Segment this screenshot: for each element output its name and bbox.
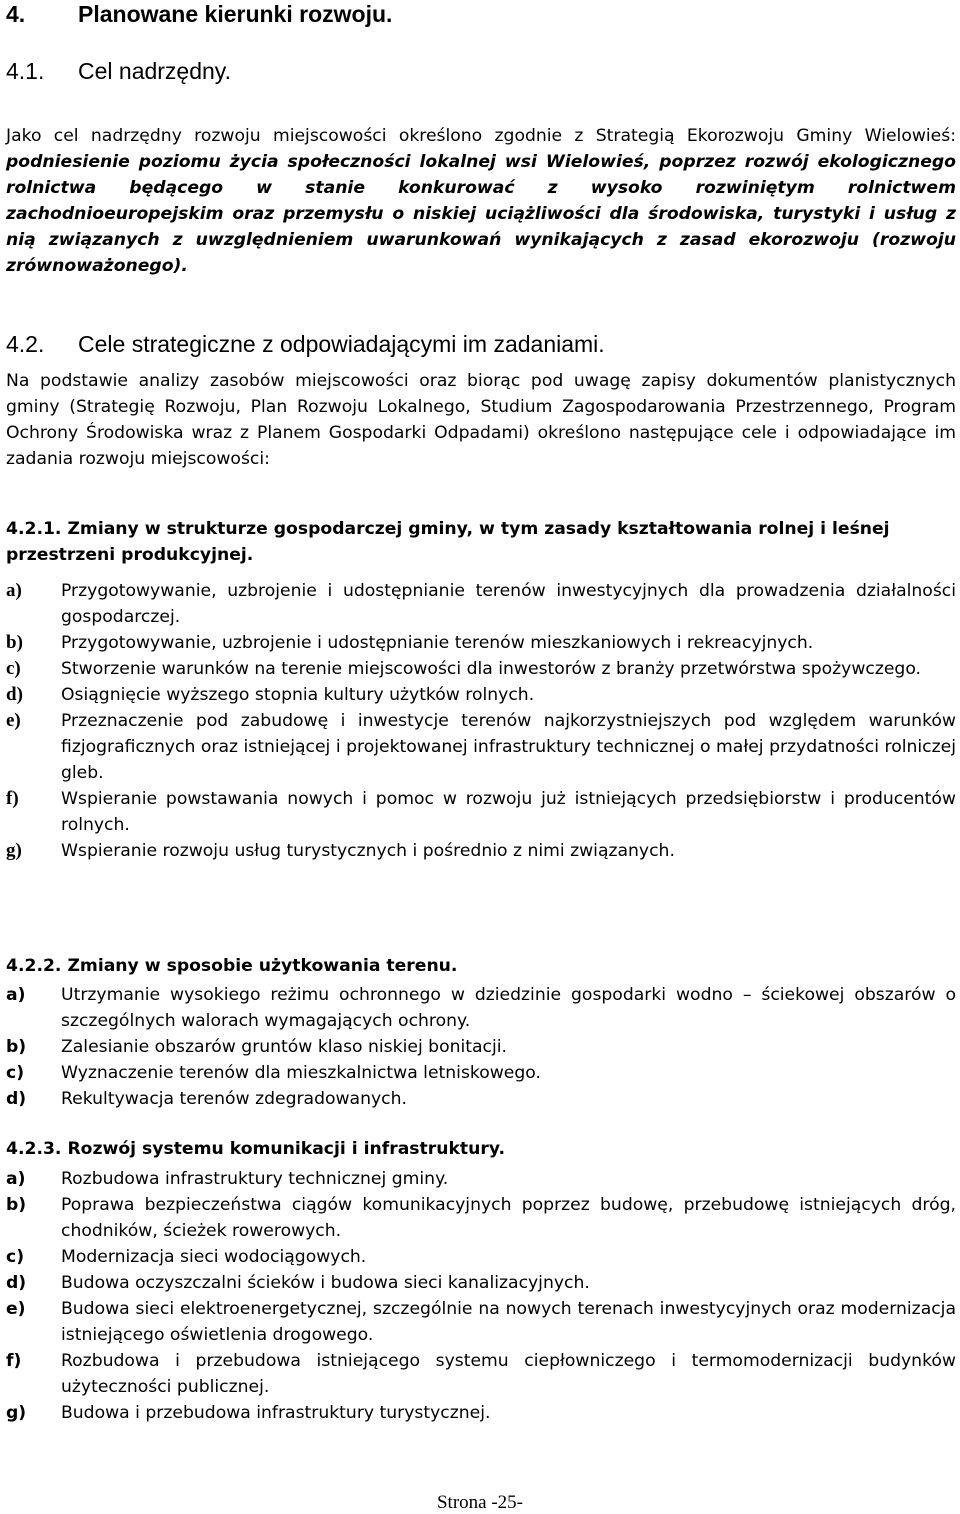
list-item-text: Stworzenie warunków na terenie miejscowości dla inwestorów z branży przetwórstwa spożywczego. [61,659,922,679]
list-item [6,1192,956,1244]
list-item-text: Poprawa bezpieczeństwa ciągów komunikacyjnych poprzez budowę, przebudowę istniejących dróg, chodników, ścieżek rowerowych. [61,1195,956,1241]
list-item-text: Przygotowywanie, uzbrojenie i udostępnianie terenów inwestycyjnych dla prowadzenia działalności gospodarczej. [61,581,956,627]
list-item-label: g) [6,840,22,861]
list-item-label: d) [6,1089,27,1109]
list-item-label: b) [6,1195,27,1215]
list-item [6,1348,956,1400]
list-item-text: Wspieranie rozwoju usług turystycznych i pośrednio z nimi związanych. [61,841,675,861]
list-item-label: b) [6,632,23,653]
intro-paragraph [6,123,956,279]
section-4-2-3-list [6,1166,956,1426]
heading-4-1-title: Cel nadrzędny. [78,58,231,84]
list-item [6,630,956,656]
list-item-text: Rozbudowa i przebudowa istniejącego systemu ciepłowniczego i termomodernizacji budynków użyteczności publicznej. [61,1351,956,1397]
list-item [6,578,956,630]
list-item-label: c) [6,658,21,679]
heading-4 [6,0,392,28]
list-item-text: Budowa i przebudowa infrastruktury turystycznej. [61,1403,491,1423]
list-item [6,682,956,708]
list-item [6,708,956,786]
heading-4-2-title: Cele strategiczne z odpowiadającymi im zadaniami. [78,331,605,357]
list-item-label: c) [6,1247,25,1267]
section-4-2-paragraph: Na podstawie analizy zasobów miejscowości oraz biorąc pod uwagę zapisy dokumentów planistycznych gminy (Strategię Rozwoju, Plan Rozwoju Lokalnego, Studium Zagospodarowania Przestrzennego, Program Ochrony Środowiska wraz z Planem Gospodarki Odpadami) określono następujące cele i odpowiadające im zadania rozwoju miejscowości: [6,371,956,469]
heading-4-2-number: 4.2. [6,331,45,357]
section-4-2-1-title: 4.2.1. Zmiany w strukturze gospodarczej gminy, w tym zasady kształtowania rolnej i leśnej przestrzeni produkcyjnej. [6,519,890,565]
list-item-text: Zalesianie obszarów gruntów klaso niskiej bonitacji. [61,1037,508,1057]
list-item [6,1166,956,1192]
list-item [6,1060,956,1086]
list-item-text: Utrzymanie wysokiego reżimu ochronnego w dziedzinie gospodarki wodno – ściekowej obszarów o szczególnych walorach wymagających ochrony. [61,985,956,1031]
list-item-label: e) [6,1299,26,1319]
list-item [6,1270,956,1296]
list-item-label: f) [6,1351,22,1371]
list-item [6,1244,956,1270]
list-item [6,982,956,1034]
list-item-text: Budowa sieci elektroenergetycznej, szczególnie na nowych terenach inwestycyjnych oraz modernizacja istniejącego oświetlenia drogowego. [61,1299,956,1345]
list-item [6,656,956,682]
list-item-label: f) [6,788,19,809]
list-item-label: a) [6,1169,26,1189]
list-item-text: Rekultywacja terenów zdegradowanych. [61,1089,407,1109]
list-item-label: b) [6,1037,27,1057]
list-item-text: Rozbudowa infrastruktury technicznej gminy. [61,1169,449,1189]
list-item-label: e) [6,710,21,731]
section-4-2-2-title: 4.2.2. Zmiany w sposobie użytkowania terenu. [6,956,458,976]
list-item [6,1086,956,1112]
list-item-text: Przygotowywanie, uzbrojenie i udostępnianie terenów mieszkaniowych i rekreacyjnych. [61,633,814,653]
heading-4-number: 4. [6,1,26,27]
page-footer: Strona -25- [436,1492,523,1513]
heading-4-2 [6,330,605,358]
heading-4-title: Planowane kierunki rozwoju. [78,1,393,27]
heading-4-1 [6,57,231,85]
list-item-label: d) [6,1273,27,1293]
list-item-text: Wyznaczenie terenów dla mieszkalnictwa letniskowego. [61,1063,541,1083]
list-item-text: Modernizacja sieci wodociągowych. [61,1247,367,1267]
list-item-label: a) [6,985,26,1005]
list-item [6,1034,956,1060]
list-item [6,786,956,838]
list-item [6,1296,956,1348]
intro-plain-text: Jako cel nadrzędny rozwoju miejscowości określono zgodnie z Strategią Ekorozwoju Gminy Wielowieś: [6,126,956,146]
list-item-text: Osiągnięcie wyższego stopnia kultury użytków rolnych. [61,685,535,705]
section-4-2-2-list [6,982,956,1112]
section-4-2-1-list [6,578,956,864]
section-4-2-3-title: 4.2.3. Rozwój systemu komunikacji i infrastruktury. [6,1139,505,1159]
list-item-text: Budowa oczyszczalni ścieków i budowa sieci kanalizacyjnych. [61,1273,590,1293]
list-item-text: Przeznaczenie pod zabudowę i inwestycje terenów najkorzystniejszych pod względem warunków fizjograficznych oraz istniejącej i projektowanej infrastruktury technicznej o małej przydatności rolniczej gleb. [61,711,956,783]
list-item-label: d) [6,684,23,705]
list-item [6,838,956,864]
intro-emphasis-text: podniesienie poziomu życia społeczności lokalnej wsi Wielowieś, poprzez rozwój ekologicznego rolnictwa będącego w stanie konkurować z wysoko rozwiniętym rolnictwem zachodnioeuropejskim oraz przemysłu o niskiej uciążliwości dla środowiska, turystyki i usług z nią związanych z uwzględnieniem uwarunkowań wynikających z zasad ekorozwoju (rozwoju zrównoważonego). [6,152,956,276]
list-item [6,1400,956,1426]
list-item-label: c) [6,1063,25,1083]
list-item-label: g) [6,1403,27,1423]
list-item-text: Wspieranie powstawania nowych i pomoc w rozwoju już istniejących przedsiębiorstw i producentów rolnych. [61,789,956,835]
list-item-label: a) [6,580,22,601]
heading-4-1-number: 4.1. [6,58,45,84]
